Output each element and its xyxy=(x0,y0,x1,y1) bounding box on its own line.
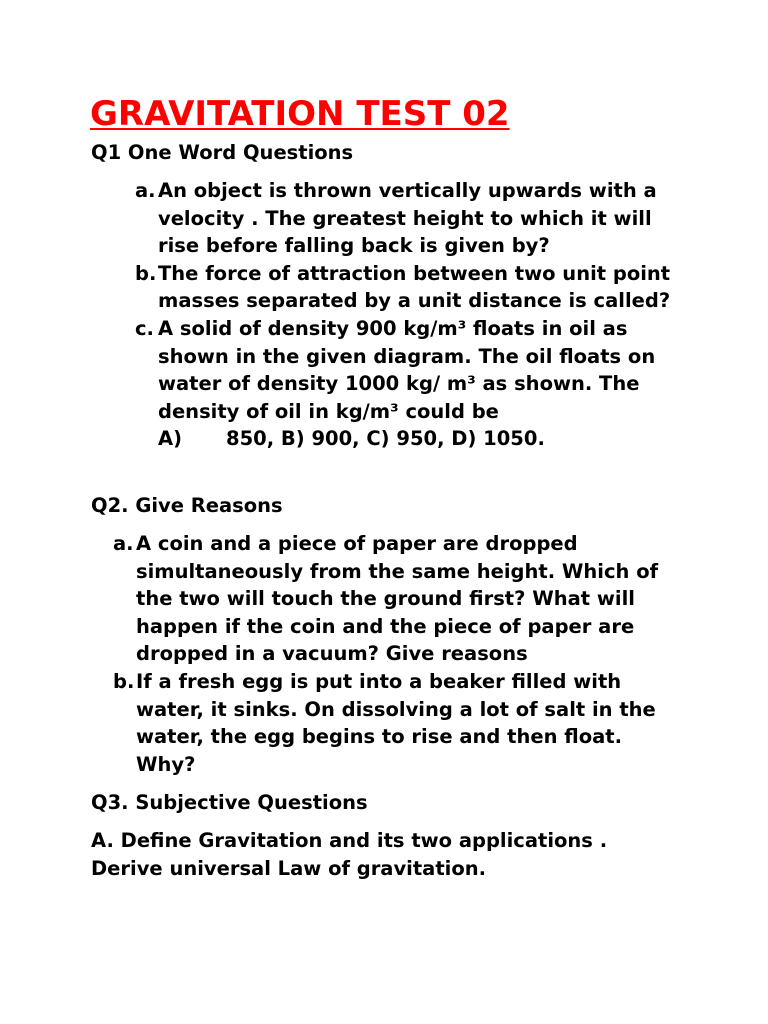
list-marker: b. xyxy=(135,261,157,285)
test-title: GRAVITATION TEST 02 xyxy=(90,94,510,134)
q2-list xyxy=(113,530,688,778)
question-text: An object is thrown vertically upwards with a velocity . The greatest height to which it will rise before falling back is given by? xyxy=(158,179,657,258)
q2-item-b xyxy=(113,668,688,778)
answer-options xyxy=(158,425,688,453)
q1-item-a xyxy=(135,177,688,260)
q3-question: A. Define Gravitation and its two applications . Derive universal Law of gravitation. xyxy=(91,829,608,880)
list-marker: b. xyxy=(113,669,135,693)
q1-heading: Q1 One Word Questions xyxy=(91,141,354,164)
q2-heading: Q2. Give Reasons xyxy=(91,494,283,517)
list-marker: a. xyxy=(113,532,134,555)
q2-item-a xyxy=(113,530,688,668)
question-text: A coin and a piece of paper are dropped simultaneously from the same height. Which of the two will touch the ground first? What will happen if the coin and the piece of paper are dropped in a vacuum? Give reasons xyxy=(136,532,659,666)
options-text: 850, B) 900, C) 950, D) 1050. xyxy=(226,427,545,451)
list-marker: a. xyxy=(135,179,156,202)
question-text: The force of attraction between two unit point masses separated by a unit distance is called? xyxy=(158,261,671,313)
list-marker: c. xyxy=(135,316,154,340)
q3-heading: Q3. Subjective Questions xyxy=(91,791,368,814)
question-text: A solid of density 900 kg/m³ floats in oil as shown in the given diagram. The oil floats on water of density 1000 kg/ m³ as shown. The density of oil in kg/m³ could be xyxy=(158,316,656,423)
question-text: If a fresh egg is put into a beaker filled with water, it sinks. On dissolving a lot of salt in the water, the egg begins to rise and then float. Why? xyxy=(136,669,656,776)
q1-item-b xyxy=(135,260,688,315)
options-prefix: A) xyxy=(158,427,183,451)
q1-item-c xyxy=(135,315,688,453)
q1-list xyxy=(135,177,688,453)
